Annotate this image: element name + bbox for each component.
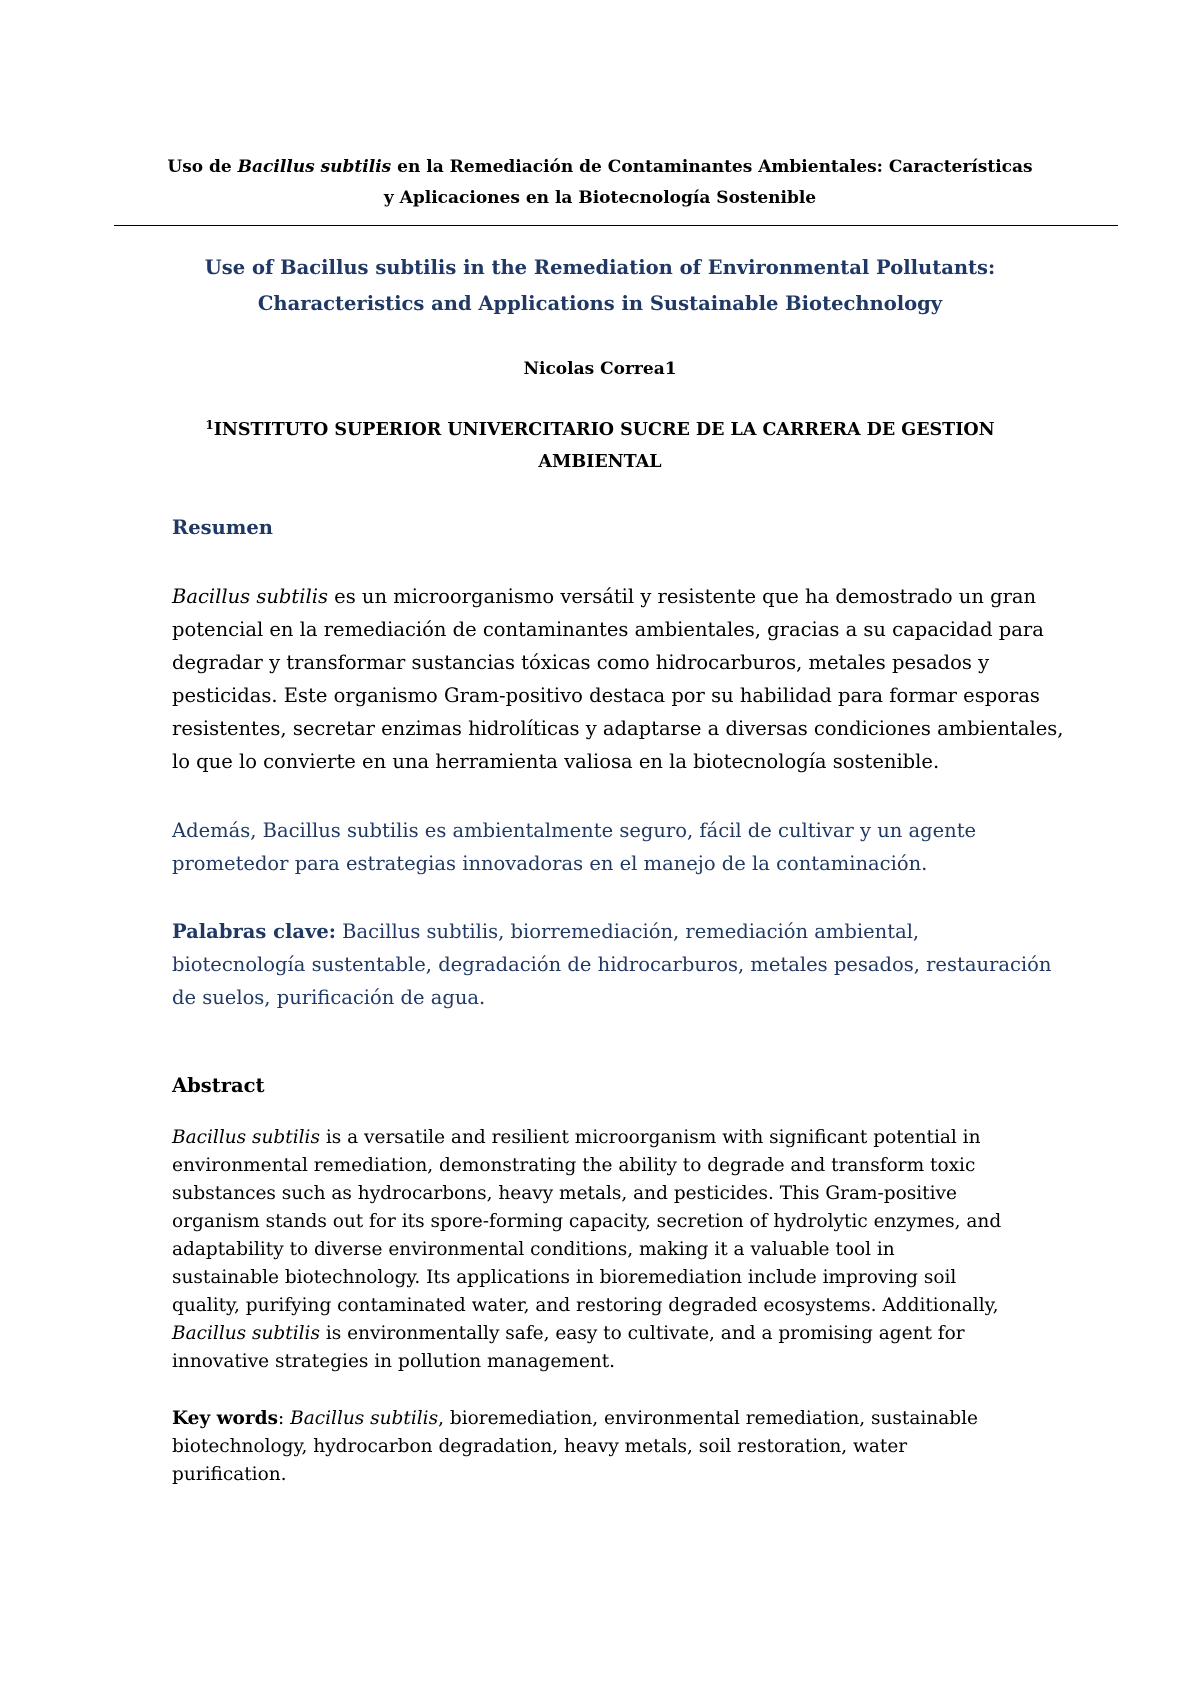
resumen-paragraph-2	[172, 814, 1052, 880]
spanish-title-line-2: y Aplicaciones en la Biotecnología Sostenible	[383, 188, 817, 208]
abstract-text-1: is a versatile and resilient microorganism with significant potential in	[319, 1127, 981, 1148]
resumen-p1-text-1: es un microorganismo versátil y resistente que ha demostrado un gran	[327, 585, 1037, 608]
spanish-title-suffix: en la Remediación de Contaminantes Ambientales: Características	[391, 157, 1033, 177]
title-divider	[114, 225, 1118, 226]
english-title-line-2: Characteristics and Applications in Sustainable Biotechnology	[257, 292, 943, 315]
palabras-clave-line-1	[172, 915, 1052, 948]
resumen-p1-line-5: resistentes, secretar enzimas hidrolíticas y adaptarse a diversas condiciones ambientales,	[172, 717, 1064, 740]
abstract-line-4: organism stands out for its spore-forming capacity, secretion of hydrolytic enzymes, and	[172, 1211, 1002, 1232]
resumen-p1-line-4: pesticidas. Este organismo Gram-positivo destaca por su habilidad para formar esporas	[172, 684, 1040, 707]
abstract-line-6: sustainable biotechnology. Its applications in bioremediation include improving soil	[172, 1267, 957, 1288]
key-words-line-2: biotechnology, hydrocarbon degradation, heavy metals, soil restoration, water	[172, 1436, 908, 1457]
resumen-p1-line-3: degradar y transformar sustancias tóxicas como hidrocarburos, metales pesados y	[172, 651, 990, 674]
resumen-p2-line-2: prometedor para estrategias innovadoras en el manejo de la contaminación.	[172, 852, 928, 875]
affiliation-marker: 1	[205, 418, 214, 432]
spanish-title-prefix: Uso de	[167, 157, 238, 177]
key-words	[172, 1405, 1032, 1489]
resumen-p1-line-6: lo que lo convierte en una herramienta valiosa en la biotecnología sostenible.	[172, 750, 940, 773]
abstract-paragraph	[172, 1124, 1032, 1376]
institution-line-1	[150, 414, 1050, 446]
abstract-line-5: adaptability to diverse environmental conditions, making it a valuable tool in	[172, 1239, 895, 1260]
palabras-clave-text-1: Bacillus subtilis, biorremediación, remediación ambiental,	[335, 920, 920, 943]
palabras-clave-line-2: biotecnología sustentable, degradación de hidrocarburos, metales pesados, restauración	[172, 953, 1052, 976]
resumen-p2-line-1: Además, Bacillus subtilis es ambientalmente seguro, fácil de cultivar y un agente	[172, 819, 977, 842]
english-title	[150, 250, 1050, 322]
abstract-heading: Abstract	[172, 1074, 265, 1097]
abstract-line-2: environmental remediation, demonstrating the ability to degrade and transform toxic	[172, 1155, 976, 1176]
resumen-p1-line-2: potencial en la remediación de contaminantes ambientales, gracias a su capacidad para	[172, 618, 1044, 641]
english-title-line-1: Use of Bacillus subtilis in the Remediation of Environmental Pollutants:	[204, 256, 996, 279]
abstract-text-8: is environmentally safe, easy to cultivate, and a promising agent for	[319, 1323, 965, 1344]
palabras-clave-label: Palabras clave:	[172, 920, 336, 943]
abstract-line-3: substances such as hydrocarbons, heavy metals, and pesticides. This Gram-positive	[172, 1183, 957, 1204]
resumen-paragraph-1	[172, 580, 1064, 778]
spanish-title-species: Bacillus subtilis	[237, 157, 392, 177]
key-words-line-3: purification.	[172, 1464, 287, 1485]
key-words-label: Key words	[172, 1408, 278, 1429]
resumen-p1-line-1	[172, 580, 1052, 613]
abstract-line-8	[172, 1320, 1032, 1348]
abstract-species-2: Bacillus subtilis	[172, 1323, 320, 1344]
key-words-line-1	[172, 1405, 1032, 1433]
key-words-species: Bacillus subtilis	[290, 1408, 439, 1429]
palabras-clave	[172, 915, 1052, 1014]
abstract-line-7: quality, purifying contaminated water, and restoring degraded ecosystems. Additionally,	[172, 1295, 999, 1316]
abstract-line-1	[172, 1124, 1032, 1152]
author-name: Nicolas Correa1	[523, 359, 677, 379]
spanish-title	[150, 152, 1050, 214]
institution-line-2: AMBIENTAL	[538, 452, 662, 472]
resumen-species: Bacillus subtilis	[172, 585, 328, 608]
abstract-line-9: innovative strategies in pollution management.	[172, 1351, 616, 1372]
palabras-clave-line-3: de suelos, purificación de agua.	[172, 986, 486, 1009]
institution	[150, 414, 1050, 478]
key-words-colon: :	[278, 1408, 291, 1429]
key-words-text-1: , bioremediation, environmental remediation, sustainable	[438, 1408, 978, 1429]
spanish-title-line-1	[150, 152, 1050, 183]
resumen-heading: Resumen	[172, 516, 273, 539]
abstract-species: Bacillus subtilis	[172, 1127, 320, 1148]
institution-name: INSTITUTO SUPERIOR UNIVERCITARIO SUCRE DE LA CARRERA DE GESTION	[213, 420, 995, 440]
